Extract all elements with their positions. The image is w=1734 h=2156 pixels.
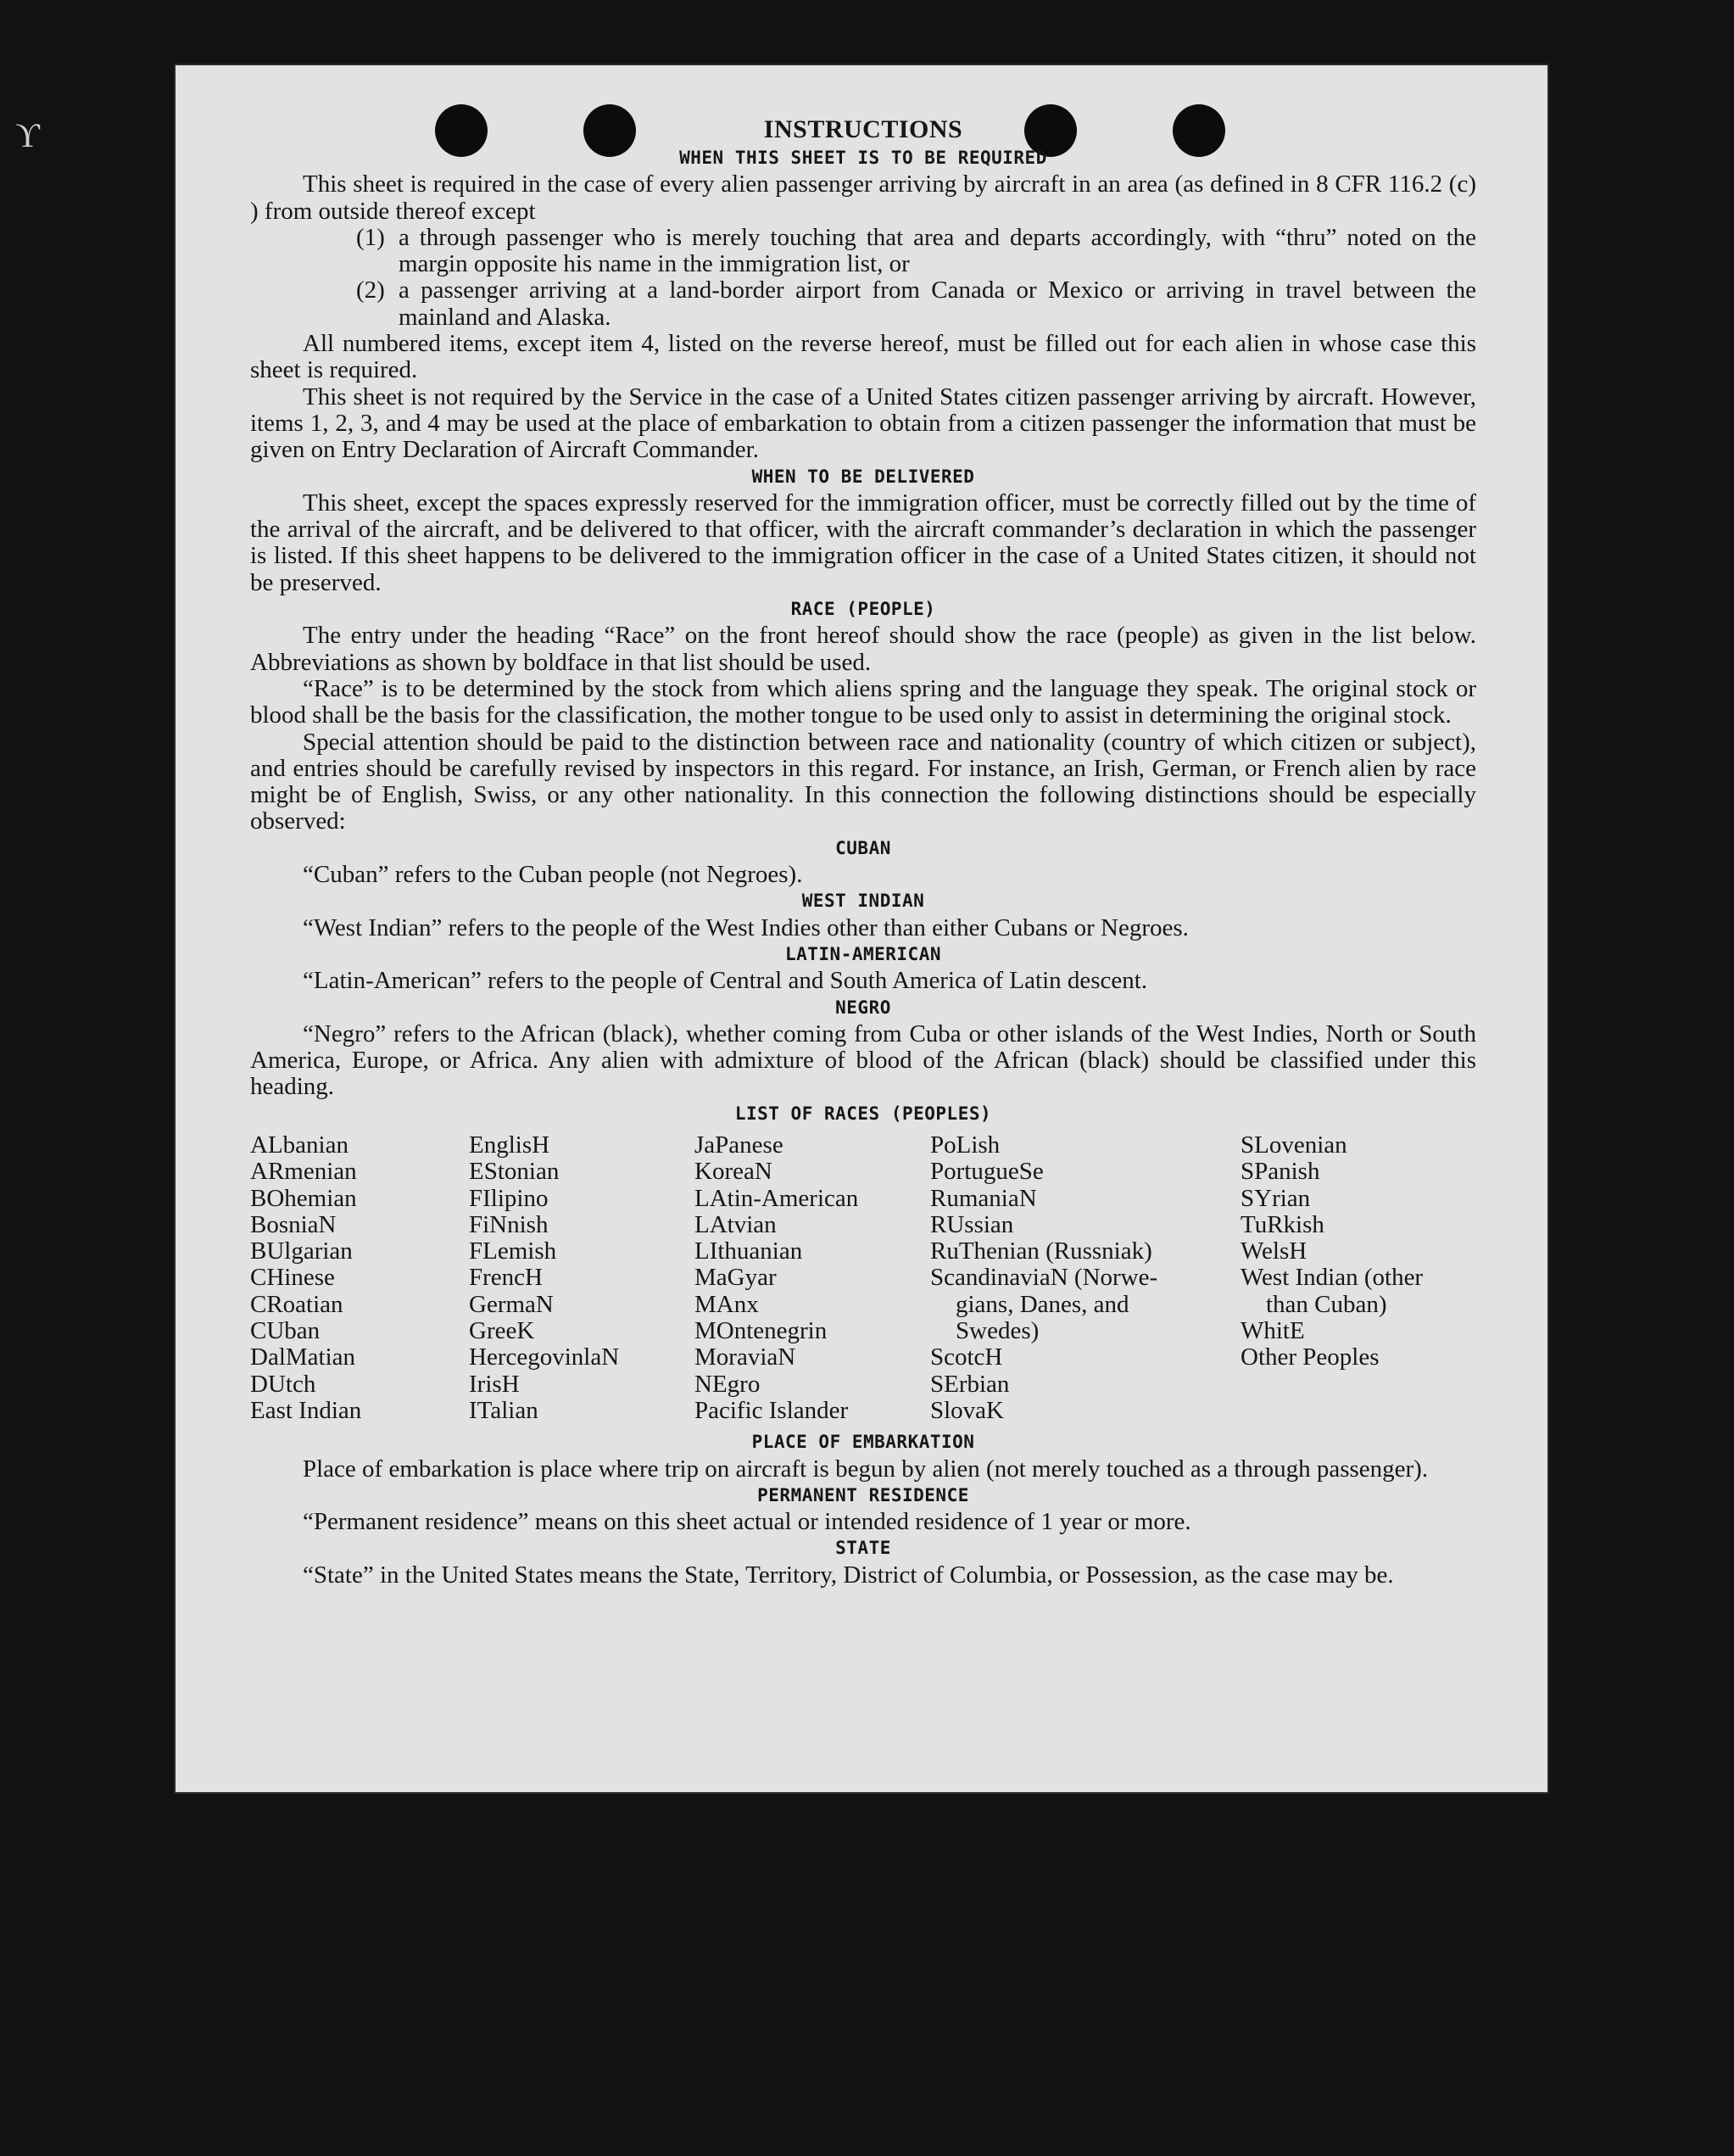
section-heading: STATE: [835, 1538, 891, 1559]
race-entry: WelsH: [1241, 1237, 1307, 1265]
race-entry: SYrian: [1241, 1184, 1311, 1212]
document-body: [250, 115, 1476, 1589]
item-text: a passenger arriving at a land-border airport from Canada or Mexico or arriving in travel between the mainland and Alaska.: [399, 276, 1476, 331]
section-heading: PERMANENT RESIDENCE: [757, 1484, 969, 1505]
race-entry: EStonian: [469, 1158, 560, 1186]
race-entry: FiNnish: [469, 1210, 549, 1238]
paragraph: “Negro” refers to the African (black), whether coming from Cuba or other islands of the West Indies, North or South America, Europe, or Africa. Any alien with admixture of blood of the African (black) should be classified under this heading.: [250, 1019, 1476, 1101]
race-entry: gians, Danes, and: [956, 1290, 1129, 1318]
race-entry: CUban: [250, 1317, 321, 1345]
race-entry: MaGyar: [694, 1264, 777, 1292]
list-item: [356, 277, 1476, 331]
race-column: [694, 1132, 930, 1424]
paragraph: This sheet is not required by the Service in the case of a United States citizen passenger arriving by aircraft. However, items 1, 2, 3, and 4 may be used at the place of embarkation to obtain from a citizen passenger the information that must be given on Entry Declaration of Aircraft Commander.: [250, 383, 1476, 464]
paragraph: “Permanent residence” means on this sheet actual or intended residence of 1 year or more.: [303, 1508, 1191, 1536]
race-column: [469, 1132, 694, 1424]
section-heading: LIST OF RACES (PEOPLES): [734, 1103, 992, 1124]
race-entry: MOntenegrin: [694, 1317, 828, 1345]
race-column: [1241, 1132, 1476, 1424]
race-entry: DUtch: [250, 1370, 316, 1398]
page-title: INSTRUCTIONS: [763, 115, 963, 143]
race-entry: NEgro: [694, 1370, 761, 1398]
race-entry: SLovenian: [1241, 1131, 1347, 1159]
instruction-sheet: [174, 64, 1549, 1794]
race-entry: Other Peoples: [1241, 1343, 1380, 1371]
race-entry: ITalian: [469, 1396, 538, 1424]
race-column: [930, 1132, 1241, 1424]
race-entry: HercegovinlaN: [469, 1343, 620, 1371]
race-entry: BOhemian: [250, 1184, 357, 1212]
section-heading: CUBAN: [835, 837, 891, 858]
section-heading: WEST INDIAN: [801, 891, 925, 912]
paragraph: This sheet is required in the case of every alien passenger arriving by aircraft in an area (as defined in 8 CFR 116.2 (c) ) from outside thereof except: [250, 170, 1476, 225]
paragraph: “Latin-American” refers to the people of Central and South America of Latin descent.: [303, 967, 1148, 995]
race-entry: SPanish: [1241, 1158, 1320, 1186]
paragraph: All numbered items, except item 4, listed on the reverse hereof, must be filled out for each alien in whose case this sheet is required.: [250, 330, 1476, 384]
section-heading: RACE (PEOPLE): [790, 599, 936, 620]
race-entry: Swedes): [956, 1317, 1040, 1345]
section-heading: WHEN TO BE DELIVERED: [751, 466, 975, 487]
race-entry: RUssian: [930, 1210, 1014, 1238]
race-entry: SErbian: [930, 1370, 1010, 1398]
race-entry: FrencH: [469, 1264, 543, 1292]
paragraph: Place of embarkation is place where trip on aircraft is begun by alien (not merely touched as a through passenger).: [303, 1455, 1429, 1483]
race-entry: MAnx: [694, 1290, 759, 1318]
item-number: (1): [356, 223, 385, 251]
item-number: (2): [356, 276, 385, 304]
list-item: [356, 225, 1476, 278]
race-entry: WhitE: [1241, 1317, 1305, 1345]
race-entry: FIlipino: [469, 1184, 549, 1212]
race-entry: West Indian (other: [1241, 1264, 1424, 1292]
race-entry: ScotcH: [930, 1343, 1003, 1371]
race-entry: CRoatian: [250, 1290, 343, 1318]
race-entry: KoreaN: [694, 1158, 772, 1186]
race-entry: RumaniaN: [930, 1184, 1037, 1212]
race-entry: BosniaN: [250, 1210, 337, 1238]
race-entry: LAtvian: [694, 1210, 777, 1238]
section-heading: WHEN THIS SHEET IS TO BE REQUIRED: [679, 148, 1047, 168]
race-entry: ScandinaviaN (Norwe-: [930, 1264, 1158, 1292]
paragraph: This sheet, except the spaces expressly reserved for the immigration officer, must be correctly filled out by the time of the arrival of the aircraft, and be delivered to that officer, with the aircraft commander’s declaration in which the passenger is listed. If this sheet happens to be delivered to the immigration officer in the case of a United States citizen, it should not be preserved.: [250, 489, 1476, 596]
paragraph: “Race” is to be determined by the stock from which aliens spring and the language they speak. The original stock or blood shall be the basis for the classification, the mother tongue to be used only to assist in determining the original stock.: [250, 674, 1476, 729]
race-entry: LAtin-American: [694, 1184, 859, 1212]
paragraph: “West Indian” refers to the people of the West Indies other than either Cubans or Negroes.: [303, 913, 1189, 941]
race-entry: RuThenian (Russniak): [930, 1237, 1152, 1265]
paragraph: Special attention should be paid to the distinction between race and nationality (country of which citizen or subject), and entries should be carefully revised by inspectors in this regard. For instance, an Irish, German, or French alien by race might be of English, Swiss, or any other nationality. In this connection the following distinctions should be especially observed:: [250, 728, 1476, 835]
section-heading: LATIN-AMERICAN: [784, 943, 941, 964]
race-entry: GermaN: [469, 1290, 554, 1318]
race-entry: PoLish: [930, 1131, 1001, 1159]
race-entry: ALbanian: [250, 1131, 348, 1159]
race-entry: PortugueSe: [930, 1158, 1044, 1186]
race-entry: TuRkish: [1241, 1210, 1324, 1238]
paragraph: The entry under the heading “Race” on the front hereof should show the race (people) as given in the list below. Abbreviations as shown by boldface in that list should be used.: [250, 622, 1476, 676]
race-entry: GreeK: [469, 1317, 535, 1345]
race-entry: FLemish: [469, 1237, 557, 1265]
race-list: [250, 1132, 1476, 1424]
scan-mark: ϒ: [15, 116, 40, 154]
race-entry: SlovaK: [930, 1396, 1004, 1424]
item-text: a through passenger who is merely touching that area and departs accordingly, with “thru” noted on the margin opposite his name in the immigration list, or: [399, 223, 1476, 278]
race-entry: than Cuban): [1266, 1290, 1387, 1318]
paragraph: “State” in the United States means the State, Territory, District of Columbia, or Possession, as the case may be.: [303, 1561, 1394, 1589]
race-entry: LIthuanian: [694, 1237, 803, 1265]
race-entry: MoraviaN: [694, 1343, 796, 1371]
section-heading: PLACE OF EMBARKATION: [751, 1432, 975, 1453]
race-entry: Pacific Islander: [694, 1396, 849, 1424]
race-entry: DalMatian: [250, 1343, 356, 1371]
race-entry: BUlgarian: [250, 1237, 353, 1265]
race-entry: CHinese: [250, 1264, 335, 1292]
race-entry: ARmenian: [250, 1158, 357, 1186]
race-entry: East Indian: [250, 1396, 362, 1424]
section-heading: NEGRO: [835, 997, 891, 1018]
race-entry: JaPanese: [694, 1131, 783, 1159]
paragraph: “Cuban” refers to the Cuban people (not Negroes).: [303, 861, 803, 889]
race-entry: EnglisH: [469, 1131, 550, 1159]
race-column: [250, 1132, 469, 1424]
race-entry: IrisH: [469, 1370, 520, 1398]
